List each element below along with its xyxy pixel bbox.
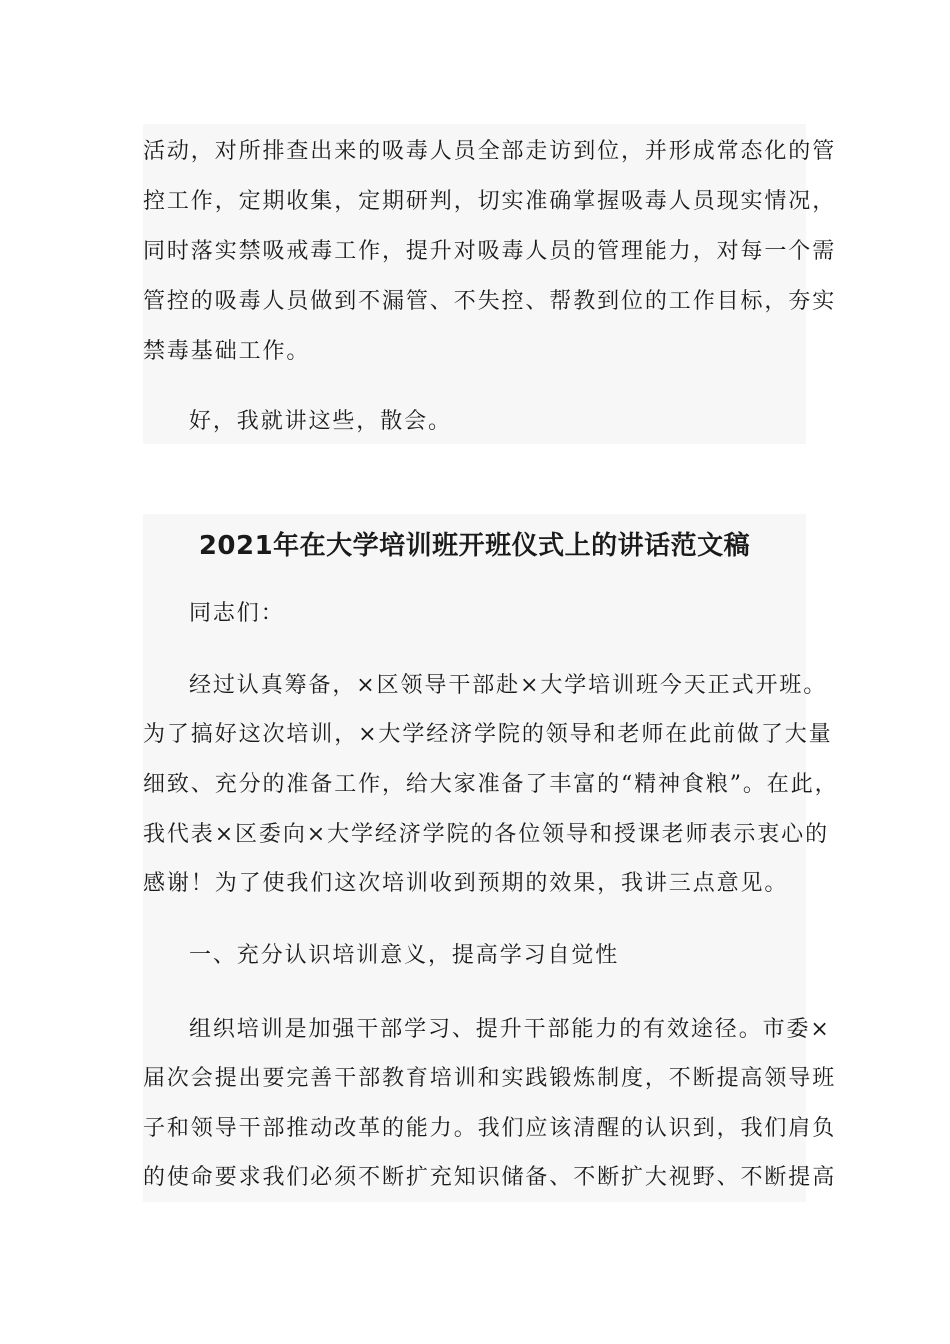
paragraph-1-line: 感谢！为了使我们这次培训收到预期的效果，我讲三点意见。: [143, 871, 789, 896]
body-text-line: 同时落实禁吸戒毒工作，提升对吸毒人员的管理能力，对每一个需: [143, 239, 837, 264]
salutation: 同志们：: [189, 601, 285, 626]
body-text-line: 禁毒基础工作。: [143, 339, 311, 364]
previous-article-tail: [143, 124, 837, 444]
article-title: 2021年在大学培训班开班仪式上的讲话范文稿: [198, 531, 751, 561]
paragraph-2-line: 届次会提出要完善干部教育培训和实践锻炼制度，不断提高领导班: [143, 1066, 837, 1091]
article: [143, 514, 839, 1202]
body-text-line: 活动，对所排查出来的吸毒人员全部走访到位，并形成常态化的管: [143, 139, 837, 164]
body-text-line: 控工作，定期收集，定期研判，切实准确掌握吸毒人员现实情况，: [143, 189, 837, 214]
paragraph-1-line: 我代表×区委向×大学经济学院的各位领导和授课老师表示衷心的: [143, 822, 829, 847]
paragraph-2-line: 子和领导干部推动改革的能力。我们应该清醒的认识到，我们肩负: [143, 1116, 837, 1141]
closing-line: 好，我就讲这些，散会。: [189, 409, 452, 434]
section-heading-1: 一、充分认识培训意义，提高学习自觉性: [189, 943, 620, 968]
paragraph-2-line: 组织培训是加强干部学习、提升干部能力的有效途径。市委×: [189, 1017, 831, 1042]
paragraph-1-line: 为了搞好这次培训，×大学经济学院的领导和老师在此前做了大量: [143, 722, 833, 747]
paragraph-1-line: 经过认真筹备，×区领导干部赴×大学培训班今天正式开班。: [189, 673, 828, 698]
paragraph-1-line: 细致、充分的准备工作，给大家准备了丰富的“精神食粮”。在此，: [143, 772, 839, 797]
paragraph-2-line: 的使命要求我们必须不断扩充知识储备、不断扩大视野、不断提高: [143, 1165, 837, 1190]
body-text-line: 管控的吸毒人员做到不漏管、不失控、帮教到位的工作目标，夯实: [143, 289, 837, 314]
